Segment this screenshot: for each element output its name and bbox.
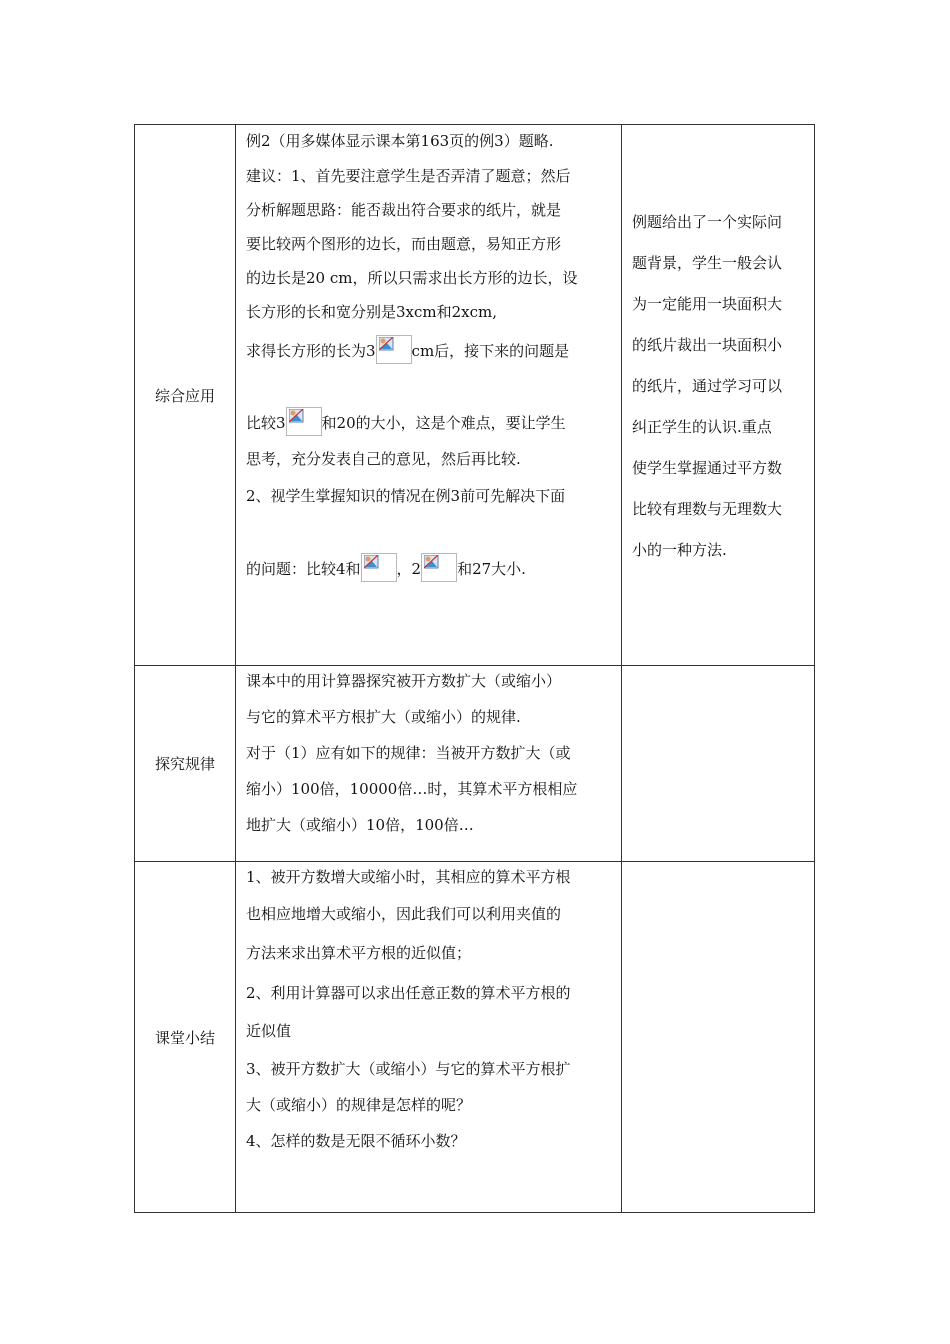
content-cell: [236, 666, 622, 862]
text-line: 与它的算术平方根扩大（或缩小）的规律.: [246, 708, 521, 726]
text-line: 也相应地增大或缩小，因此我们可以利用夹值的: [246, 905, 562, 923]
note-line: 的纸片裁出一块面积小: [632, 336, 783, 354]
text-line: 课本中的用计算器探究被开方数扩大（或缩小）: [246, 672, 562, 690]
text-line: 方法来求出算术平方根的近似值；: [246, 944, 472, 962]
text-line: 3、被开方数扩大（或缩小）与它的算术平方根扩: [246, 1060, 571, 1078]
content-cell: [236, 862, 622, 1213]
broken-image-icon: [421, 553, 457, 582]
text-line-with-image: [246, 524, 611, 580]
text-line: 2、视学生掌握知识的情况在例3前可先解决下面: [246, 487, 566, 505]
text-segment: 和27大小.: [457, 560, 526, 578]
text-line-with-image: [246, 335, 611, 362]
broken-image-icon: [361, 553, 397, 582]
text-line: 缩小）100倍，10000倍…时，其算术平方根相应: [246, 780, 578, 798]
text-line: 2、利用计算器可以求出任意正数的算术平方根的: [246, 984, 571, 1002]
text-line: 地扩大（或缩小）10倍，100倍…: [246, 816, 474, 834]
text-line-with-image: [246, 378, 611, 434]
lesson-table: [134, 124, 815, 1213]
text-line: 思考，充分发表自己的意见，然后再比较.: [246, 450, 521, 468]
text-line: 要比较两个图形的边长，而由题意，易知正方形: [246, 235, 562, 253]
text-line: 近似值: [246, 1022, 292, 1040]
text-segment: 求得长方形的长为3: [246, 342, 376, 360]
text-segment: cm后，接下来的问题是: [411, 342, 570, 360]
text-segment: ，2: [396, 560, 422, 578]
text-line: 分析解题思路：能否裁出符合要求的纸片，就是: [246, 201, 562, 219]
text-line: 建议：1、首先要注意学生是否弄清了题意；然后: [246, 167, 571, 185]
note-line: 例题给出了一个实际问: [632, 213, 783, 231]
note-line: 的纸片，通过学习可以: [632, 377, 783, 395]
broken-image-icon: [376, 335, 412, 364]
row-label: 探究规律: [135, 666, 236, 862]
note-line: 为一定能用一块面积大: [632, 295, 783, 313]
text-line: 1、被开方数增大或缩小时，其相应的算术平方根: [246, 868, 571, 886]
note-cell: [622, 125, 815, 666]
note-line: 题背景，学生一般会认: [632, 254, 783, 272]
note-line: 比较有理数与无理数大: [632, 500, 783, 518]
broken-image-icon: [286, 407, 322, 436]
text-segment: 的问题：比较4和: [246, 560, 361, 578]
text-line: 长方形的长和宽分别是3xcm和2xcm,: [246, 303, 498, 321]
text-line: 对于（1）应有如下的规律：当被开方数扩大（或: [246, 744, 571, 762]
text-segment: 比较3: [246, 414, 286, 432]
note-line: 使学生掌握通过平方数: [632, 459, 783, 477]
note-cell: [622, 862, 815, 1213]
text-line: 例2（用多媒体显示课本第163页的例3）题略.: [246, 132, 554, 150]
content-cell: [236, 125, 622, 666]
row-explore: [135, 666, 815, 862]
note-cell: [622, 666, 815, 862]
note-line: 小的一种方法.: [632, 541, 727, 559]
note-line: 纠正学生的认识.重点: [632, 418, 772, 436]
row-label: 综合应用: [135, 125, 236, 666]
text-segment: 和20的大小，这是个难点，要让学生: [321, 414, 566, 432]
text-line: 大（或缩小）的规律是怎样的呢？: [246, 1096, 472, 1114]
text-line: 的边长是20 cm，所以只需求出长方形的边长，设: [246, 269, 578, 287]
row-label: 课堂小结: [135, 862, 236, 1213]
row-application: [135, 125, 815, 666]
row-summary: [135, 862, 815, 1213]
text-line: 4、怎样的数是无限不循环小数？: [246, 1132, 466, 1150]
